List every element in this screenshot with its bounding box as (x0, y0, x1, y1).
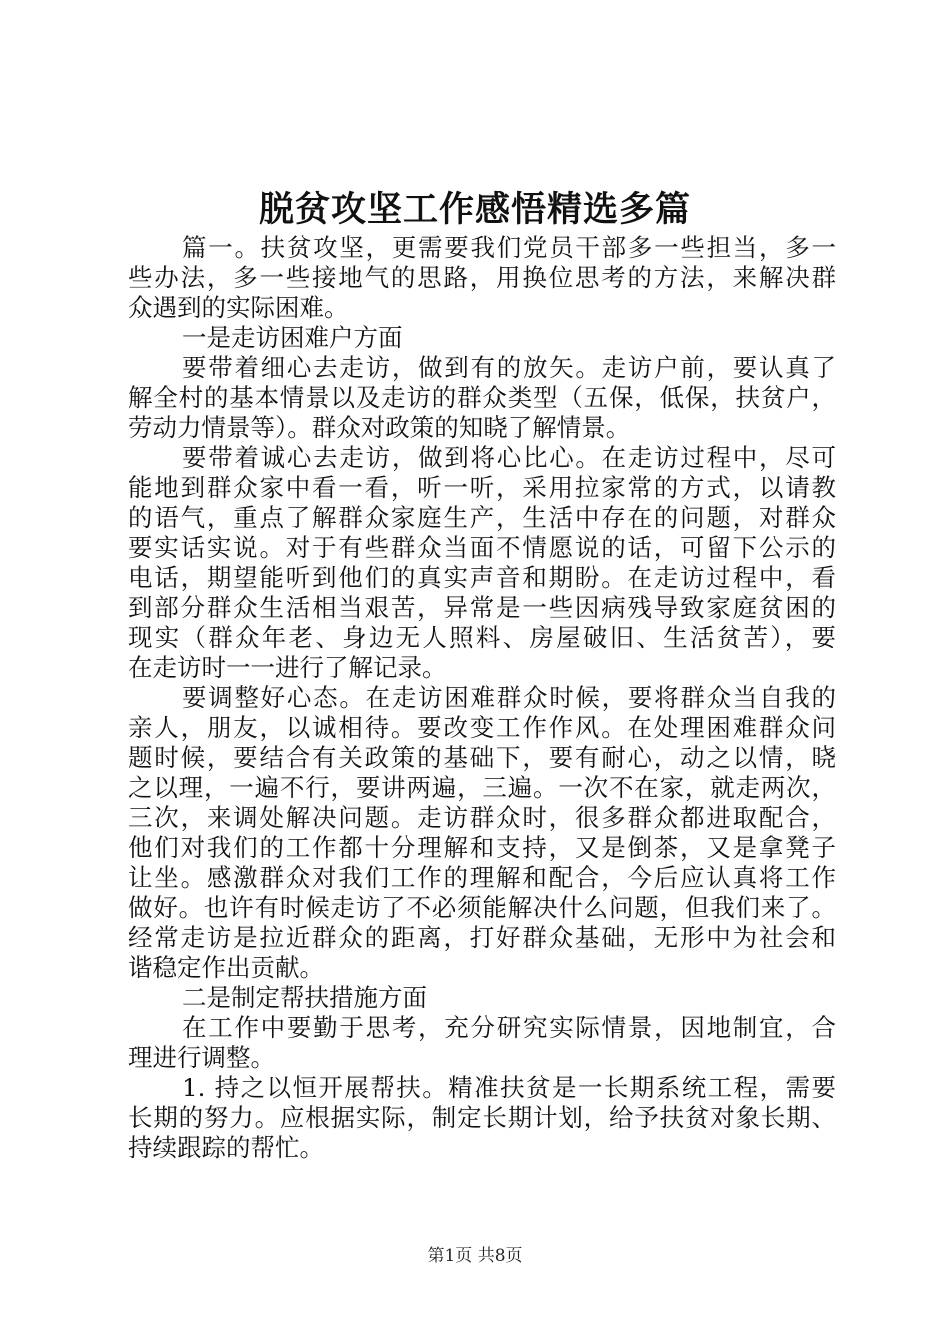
paragraph-line: 理进行调整。 (128, 1043, 275, 1072)
paragraph-line: 之以理，一遍不行，要讲两遍，三遍。一次不在家，就走两次， (128, 773, 836, 802)
paragraph-line: 他们对我们的工作都十分理解和支持，又是倒茶，又是拿凳子 (128, 833, 836, 862)
paragraph-line: 现实（群众年老、身边无人照料、房屋破旧、生活贫苦），要 (128, 623, 836, 652)
paragraph-line: 劳动力情景等）。群众对政策的知晓了解情景。 (128, 413, 631, 442)
paragraph-line: 要带着细心去走访，做到有的放矢。走访户前，要认真了 (182, 353, 836, 382)
paragraph-line: 在走访时一一进行了解记录。 (128, 653, 447, 682)
paragraph-line: 要带着诚心去走访，做到将心比心。在走访过程中，尽可 (182, 443, 836, 472)
paragraph-line: 的语气，重点了解群众家庭生产，生活中存在的问题，对群众 (128, 503, 836, 532)
paragraph-line: 众遇到的实际困难。 (128, 293, 349, 322)
paragraph-line: 经常走访是拉近群众的距离，打好群众基础，无形中为社会和 (128, 923, 836, 952)
paragraph-line: 让坐。感激群众对我们工作的理解和配合，今后应认真将工作 (128, 863, 836, 892)
paragraph-line: 要实话实说。对于有些群众当面不情愿说的话，可留下公示的 (128, 533, 836, 562)
paragraph-line: 1. 持之以恒开展帮扶。精准扶贫是一长期系统工程，需要 (182, 1073, 836, 1102)
paragraph-line: 持续跟踪的帮忙。 (128, 1133, 324, 1162)
paragraph-line: 长期的努力。应根据实际，制定长期计划，给予扶贫对象长期、 (128, 1103, 836, 1132)
document-title: 脱贫攻坚工作感悟精选多篇 (258, 189, 691, 230)
paragraph-line: 亲人，朋友，以诚相待。要改变工作作风。在处理困难群众问 (128, 713, 836, 742)
paragraph-line: 在工作中要勤于思考，充分研究实际情景，因地制宜，合 (182, 1013, 836, 1042)
paragraph-line: 电话，期望能听到他们的真实声音和期盼。在走访过程中，看 (128, 563, 836, 592)
paragraph-line: 谐稳定作出贡献。 (128, 953, 324, 982)
paragraph-line: 篇一。扶贫攻坚，更需要我们党员干部多一些担当，多一 (182, 233, 836, 262)
section-heading: 二是制定帮扶措施方面 (182, 983, 427, 1012)
document-body (128, 233, 836, 1163)
section-heading: 一是走访困难户方面 (182, 323, 403, 352)
page-number-footer: 第1页 共8页 (427, 1246, 523, 1266)
paragraph-line: 能地到群众家中看一看，听一听，采用拉家常的方式，以请教 (128, 473, 836, 502)
paragraph-line: 三次，来调处解决问题。走访群众时，很多群众都进取配合， (128, 803, 836, 832)
paragraph-line: 些办法，多一些接地气的思路，用换位思考的方法，来解决群 (128, 263, 836, 292)
paragraph-line: 做好。也许有时候走访了不必须能解决什么问题，但我们来了。 (128, 893, 836, 922)
paragraph-line: 要调整好心态。在走访困难群众时候，要将群众当自我的 (182, 683, 836, 712)
paragraph-line: 到部分群众生活相当艰苦，异常是一些因病残导致家庭贫困的 (128, 593, 836, 622)
paragraph-line: 题时候，要结合有关政策的基础下，要有耐心，动之以情，晓 (128, 743, 836, 772)
paragraph-line: 解全村的基本情景以及走访的群众类型（五保，低保，扶贫户， (128, 383, 836, 412)
